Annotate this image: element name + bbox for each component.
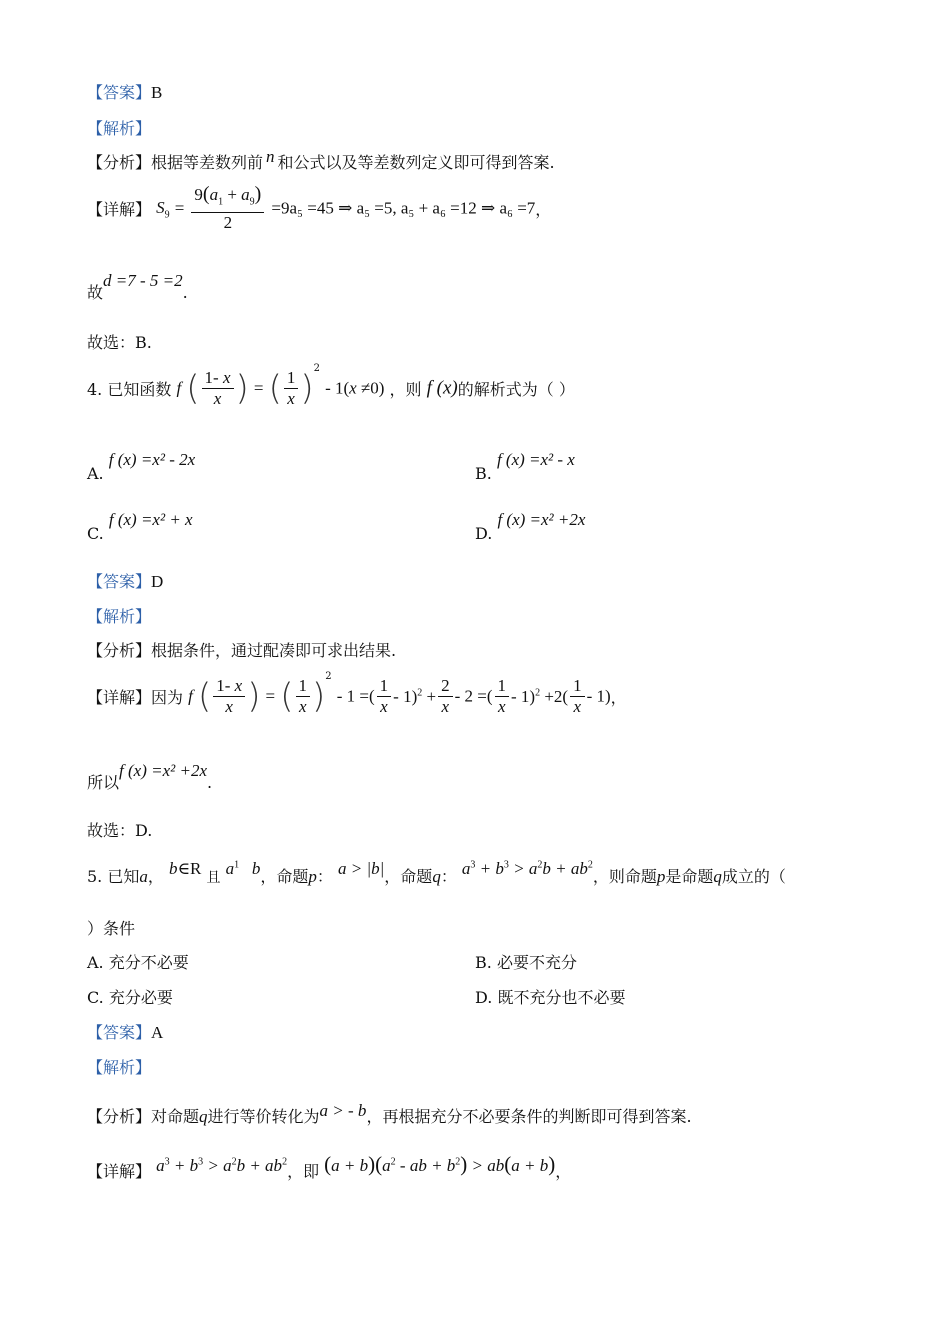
q4-lparen2: ( xyxy=(268,368,282,409)
q4-option-d-label: D. xyxy=(475,524,493,543)
q4-d-frac4: $\frac{2}{x}$ xyxy=(438,676,453,717)
q3-answer: B xyxy=(151,83,163,102)
detail-tag: 【详解】 xyxy=(87,688,152,707)
q4-analysis-heading xyxy=(87,604,151,627)
q4-result: f (x) =x² +2x xyxy=(119,761,207,780)
q5-stem-b: 且 xyxy=(206,870,221,886)
q4-stem-mid: ，则 xyxy=(389,380,422,399)
analysis-tag: 【解析】 xyxy=(87,607,152,626)
q4-answer: D xyxy=(151,572,164,591)
q4-d-p1: - 1)$^2$ + xyxy=(393,686,437,706)
q3-analysis-heading xyxy=(87,116,151,139)
q4-answer-line xyxy=(87,569,163,592)
q5-stem-g: 成立的（ xyxy=(721,867,786,886)
q4-d-m1: - 1 =( xyxy=(336,686,375,706)
detail-tag: 【详解】 xyxy=(87,1162,152,1181)
q4-d-comma: ， xyxy=(610,688,627,707)
q3-d-line xyxy=(87,268,188,302)
q5-stem-line2: ）条件 xyxy=(87,919,136,938)
q4-lparen: ( xyxy=(186,368,200,409)
q5-p-expr: a > |b| xyxy=(337,859,385,878)
q4-option-c-expr: f (x) =x² + x xyxy=(108,510,193,529)
q4-d-frac5: $\frac{1}{x}$ xyxy=(495,676,510,717)
fenxi-tag: 【分析】 xyxy=(87,641,152,660)
q5-detail-rhs: $(a + b)(a^2$ - ab + $b^2) > ab(a + b)$ xyxy=(324,1152,556,1176)
q5-stem-a: 5. 已知 xyxy=(87,867,140,886)
q3-fenxi-n: n xyxy=(266,147,275,166)
q5-fenxi-line xyxy=(87,1098,692,1126)
q4-tail: - 1(x ≠0) xyxy=(325,378,385,398)
q5-a: a xyxy=(139,867,148,886)
q4-detail-line xyxy=(87,670,627,717)
q4-option-a-expr: f (x) =x² - 2x xyxy=(108,450,196,469)
answer-tag: 【答案】 xyxy=(87,572,152,591)
q4-choose: 故选：D. xyxy=(87,821,153,840)
q4-option-d-expr: f (x) =x² +2x xyxy=(497,510,586,529)
q4-d-frac2: $\frac{1}{x}$ xyxy=(296,676,311,717)
q5-stem-f: 是命题 xyxy=(665,867,714,886)
q5-stem-c: ，命题 xyxy=(260,867,309,886)
q4-option-b-expr: f (x) =x² - x xyxy=(496,450,575,469)
q4-suoyi: 所以 xyxy=(87,773,120,792)
q4-detail-prefix: 因为 xyxy=(151,688,184,707)
q5-detail-mid: ，即 xyxy=(287,1162,320,1181)
q4-d-lp2: ( xyxy=(280,676,294,717)
q5-fenxi-a: 对命题 xyxy=(151,1107,200,1126)
q5-option-a-label: A. xyxy=(87,953,104,972)
q5-p2: p xyxy=(656,867,666,886)
q5-colon2: ： xyxy=(440,867,457,886)
q4-rparen: ) xyxy=(235,368,249,409)
q5-q-expr: $a^3 + b^3 > a^2b + ab^2$ xyxy=(461,859,593,878)
q3-s9: $S_9$ xyxy=(156,197,170,220)
detail-tag: 【详解】 xyxy=(87,200,152,220)
q4-sq: 2 xyxy=(313,362,320,374)
q5-b-in-r: b∈R xyxy=(168,859,202,878)
q5-option-d[interactable] xyxy=(475,985,625,1008)
q5-option-c-text: 充分必要 xyxy=(108,988,173,1007)
q5-detail-comma: ， xyxy=(555,1162,572,1181)
q5-option-c[interactable] xyxy=(87,985,173,1008)
q3-comma: ， xyxy=(535,200,552,220)
q4-d-rp: ) xyxy=(247,676,261,717)
q4-d-frac3: $\frac{1}{x}$ xyxy=(377,676,392,717)
q5-stem-e: ，则命题 xyxy=(592,867,657,886)
q4-stem-prefix: 4. 已知函数 xyxy=(87,380,172,399)
q5-option-d-label: D. xyxy=(475,988,493,1007)
q5-p: p xyxy=(308,867,317,886)
q5-analysis-heading xyxy=(87,1055,151,1078)
q3-period: . xyxy=(182,283,188,302)
q5-answer-line xyxy=(87,1020,163,1043)
q5-detail-line xyxy=(87,1152,572,1181)
q3-fraction xyxy=(191,184,264,233)
q4-option-b-label: B. xyxy=(475,464,492,483)
q3-detail-line xyxy=(87,184,551,233)
q4-stem xyxy=(87,362,575,409)
q4-d-lp: ( xyxy=(197,676,212,717)
q3-frac-den: 2 xyxy=(223,213,233,233)
q4-eq: = xyxy=(253,378,264,398)
q5-fenxi-expr: a > - b xyxy=(319,1101,367,1120)
q5-q2: q xyxy=(713,867,722,886)
q5-option-a-text: 充分不必要 xyxy=(108,953,189,972)
q5-q: q xyxy=(432,867,441,886)
q4-frac-1: $\frac{1- x}{x}$ xyxy=(202,368,234,409)
q4-rparen2: ) xyxy=(300,368,314,409)
q3-d-expr: d =7 - 5 =2 xyxy=(103,271,183,290)
q5-comma1: ， xyxy=(147,867,164,886)
fenxi-tag: 【分析】 xyxy=(87,1107,152,1126)
fenxi-tag: 【分析】 xyxy=(87,153,152,172)
q4-result-line xyxy=(87,758,213,792)
q3-frac-num: $9(a_1 + a_9)$ xyxy=(191,184,264,213)
q4-fx: f (x) xyxy=(426,377,458,399)
q5-answer: A xyxy=(151,1023,164,1042)
q4-period: . xyxy=(207,773,213,792)
q3-fenxi-text: 根据等差数列前 xyxy=(151,153,264,172)
analysis-tag: 【解析】 xyxy=(87,1058,152,1077)
q5-option-c-label: C. xyxy=(87,988,104,1007)
q4-d-sq: 2 xyxy=(325,670,332,682)
q5-fenxi-c: ，再根据充分不必要条件的判断即可得到答案. xyxy=(366,1107,692,1126)
q4-d-eq: = xyxy=(265,686,276,706)
q4-f: f xyxy=(176,378,182,398)
q4-d-frac1: $\frac{1- x}{x}$ xyxy=(213,676,245,717)
q4-d-p2: - 2 =( xyxy=(454,686,493,706)
q4-d-f: f xyxy=(188,686,193,706)
q3-answer-line xyxy=(87,80,162,103)
q3-detail-tail: =9a₅ =45 ⇒ a₅ =5, a₅ + a₆ =12 ⇒ a₆ =7 xyxy=(271,198,536,218)
q4-d-p3: - 1)$^2$ +2( xyxy=(511,686,569,706)
q4-fenxi-line xyxy=(87,638,396,661)
q4-option-a[interactable] xyxy=(87,450,196,483)
q5-a-neq-b: $a^1$ b xyxy=(225,859,261,878)
q5-stem xyxy=(87,856,786,886)
q5-colon1: ： xyxy=(316,867,333,886)
q4-frac-2: $\frac{1}{x}$ xyxy=(284,368,299,409)
q4-option-a-label: A. xyxy=(87,464,104,483)
q3-fenxi-line xyxy=(87,147,555,173)
q5-option-b-label: B. xyxy=(475,953,492,972)
q4-d-rp2: ) xyxy=(312,676,326,717)
answer-tag: 【答案】 xyxy=(87,83,152,102)
q4-option-c[interactable] xyxy=(87,510,193,543)
q3-eq: = xyxy=(174,198,185,218)
q4-option-c-label: C. xyxy=(87,524,104,543)
q4-stem-suffix: 的解析式为（ ） xyxy=(457,380,575,399)
q3-gu: 故 xyxy=(87,283,104,302)
q4-d-p4: - 1) xyxy=(586,686,611,706)
answer-tag: 【答案】 xyxy=(87,1023,152,1042)
q4-option-b[interactable] xyxy=(475,450,575,483)
q4-option-d[interactable] xyxy=(475,510,586,543)
q3-fenxi-text2: 和公式以及等差数列定义即可得到答案. xyxy=(277,153,555,172)
q4-fenxi-text: 根据条件，通过配凑即可求出结果. xyxy=(151,641,397,660)
analysis-tag: 【解析】 xyxy=(87,119,152,138)
q5-fenxi-b: 进行等价转化为 xyxy=(207,1107,320,1126)
q5-stem-d: ，命题 xyxy=(384,867,433,886)
q5-option-a[interactable] xyxy=(87,950,189,973)
q5-detail-lhs: $a^3 + b^3 > a^2b + ab^2$ xyxy=(156,1156,288,1175)
q3-choose: 故选：B. xyxy=(87,333,152,352)
q4-d-frac6: $\frac{1}{x}$ xyxy=(570,676,585,717)
q5-option-b[interactable] xyxy=(475,950,577,973)
q5-option-d-text: 既不充分也不必要 xyxy=(497,988,626,1007)
q5-fenxi-q: q xyxy=(199,1107,208,1126)
q5-option-b-text: 必要不充分 xyxy=(496,953,577,972)
